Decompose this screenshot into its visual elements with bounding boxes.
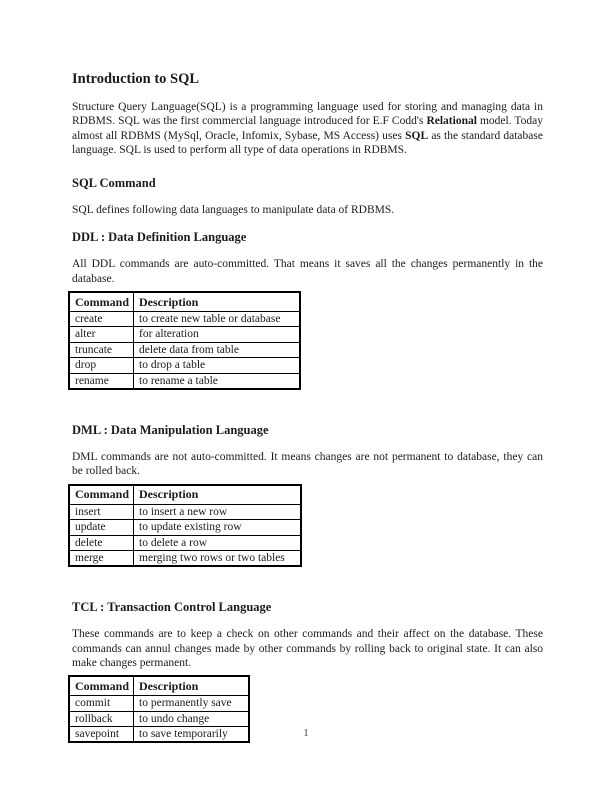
description-header-cell: Description: [134, 292, 300, 312]
description-cell: to delete a row: [134, 535, 301, 550]
command-header-cell: Command: [69, 485, 134, 505]
intro-text-3: as the standard database language. SQL is used to perform all type of data operations in RDBMS.: [72, 129, 543, 156]
table-row: [69, 358, 300, 373]
dml-commands-table: [68, 484, 302, 568]
table-header-row: [69, 485, 301, 505]
description-cell: to insert a new row: [134, 504, 301, 519]
description-cell: merging two rows or two tables: [134, 550, 301, 566]
table-row: [69, 373, 300, 389]
command-cell: drop: [69, 358, 134, 373]
command-header-cell: Command: [69, 292, 134, 312]
command-cell: rename: [69, 373, 134, 389]
intro-bold-sql: SQL: [405, 129, 429, 142]
tcl-paragraph: These commands are to keep a check on other commands and their affect on the database. These commands can annul changes made by other commands by rolling back to original state. It can also make changes permanent.: [72, 628, 543, 669]
description-cell: to create new table or database: [134, 312, 300, 327]
command-cell: update: [69, 520, 134, 535]
intro-paragraph: [72, 100, 543, 157]
description-cell: to undo change: [134, 711, 249, 726]
section-heading-sql-command: SQL Command: [72, 176, 156, 191]
section-heading-tcl: TCL : Transaction Control Language: [72, 600, 272, 615]
intro-text-1: Structure Query Language(SQL) is a programming language used for storing and managing data in RDBMS. SQL was the first commercial language introduced for E.F Codd's: [72, 101, 543, 128]
description-cell: to permanently save: [134, 696, 249, 711]
table-header-row: [69, 292, 300, 312]
table-row: [69, 520, 301, 535]
table-header-row: [69, 676, 249, 696]
description-cell: to save temporarily: [134, 727, 249, 743]
dml-paragraph: DML commands are not auto-committed. It means changes are not permanent to database, they can be rolled back.: [72, 451, 543, 478]
command-cell: rollback: [69, 711, 134, 726]
table-row: [69, 535, 301, 550]
table-row: [69, 312, 300, 327]
page-number: 1: [303, 728, 309, 739]
command-header-cell: Command: [69, 676, 134, 696]
command-cell: delete: [69, 535, 134, 550]
page-title: Introduction to SQL: [72, 71, 200, 87]
table-row: [69, 342, 300, 357]
command-cell: merge: [69, 550, 134, 566]
description-cell: for alteration: [134, 327, 300, 342]
ddl-paragraph: All DDL commands are auto-committed. That means it saves all the changes permanently in the database.: [72, 258, 543, 285]
command-cell: truncate: [69, 342, 134, 357]
table-row: [69, 504, 301, 519]
section-heading-dml: DML : Data Manipulation Language: [72, 423, 269, 438]
description-cell: to rename a table: [134, 373, 300, 389]
section-heading-ddl: DDL : Data Definition Language: [72, 230, 247, 245]
description-cell: delete data from table: [134, 342, 300, 357]
intro-bold-relational: Relational: [426, 115, 477, 128]
description-cell: to update existing row: [134, 520, 301, 535]
command-cell: savepoint: [69, 727, 134, 743]
ddl-commands-table: [68, 291, 301, 390]
description-header-cell: Description: [134, 676, 249, 696]
table-row: [69, 550, 301, 566]
sql-command-paragraph: SQL defines following data languages to manipulate data of RDBMS.: [72, 204, 395, 217]
table-row: [69, 696, 249, 711]
description-header-cell: Description: [134, 485, 301, 505]
table-row: [69, 327, 300, 342]
command-cell: commit: [69, 696, 134, 711]
table-row: [69, 711, 249, 726]
command-cell: alter: [69, 327, 134, 342]
command-cell: create: [69, 312, 134, 327]
command-cell: insert: [69, 504, 134, 519]
intro-text-2: model. Today almost all RDBMS (MySql, Oracle, Infomix, Sybase, MS Access) uses: [72, 115, 543, 142]
description-cell: to drop a table: [134, 358, 300, 373]
